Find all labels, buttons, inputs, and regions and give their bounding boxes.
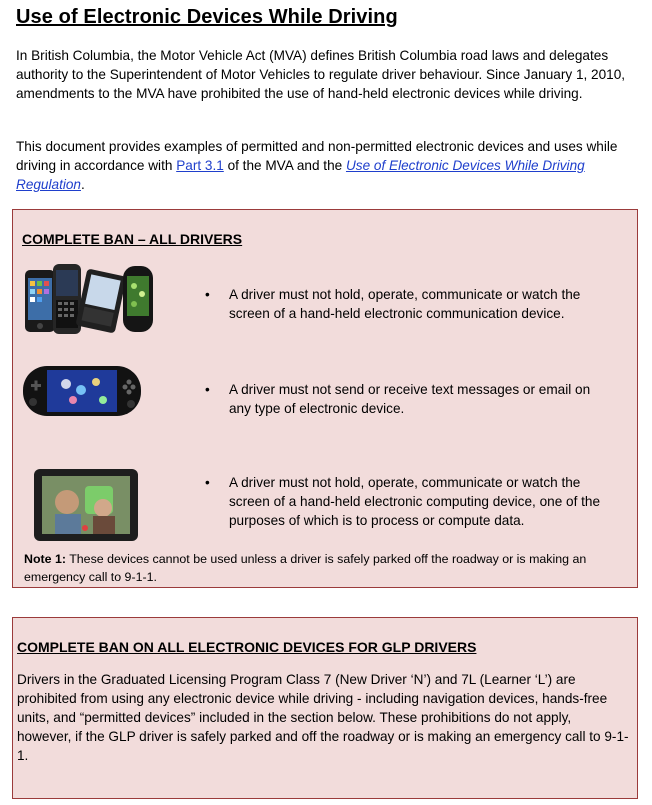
- note-1: [24, 550, 624, 586]
- bullet-icon: •: [205, 475, 210, 490]
- purpose-paragraph: [16, 137, 641, 194]
- list-item-text: A driver must not hold, operate, communicate or watch the screen of a hand-held electronic computing device, one of the purposes of which is to process or compute data.: [229, 475, 601, 528]
- complete-ban-box: [12, 209, 638, 588]
- list-item: [205, 380, 615, 418]
- list-item: [205, 473, 615, 530]
- list-item-text: A driver must not send or receive text messages or email on any type of electronic device.: [229, 382, 591, 416]
- smartphones-icon: [23, 262, 155, 340]
- handheld-game-console-icon: [21, 360, 143, 422]
- purpose-text-3: .: [81, 177, 85, 192]
- note-text: These devices cannot be used unless a driver is safely parked off the roadway or is making an emergency call to 9-1-1.: [24, 552, 587, 584]
- bullet-icon: •: [205, 382, 210, 397]
- bullet-icon: •: [205, 287, 210, 302]
- list-item-text: A driver must not hold, operate, communicate or watch the screen of a hand-held electronic communication device.: [229, 287, 581, 321]
- glp-ban-text: Drivers in the Graduated Licensing Program Class 7 (New Driver ‘N’) and 7L (Learner ‘L’) are prohibited from using any electronic device while driving - including navigation devices, hands-free units, and “permitted devices” included in the section below. These prohibitions do not apply, however, if the GLP driver is safely parked and off the roadway or is making an emergency call to 9-1-1.: [17, 672, 629, 763]
- glp-ban-box: [12, 617, 638, 799]
- purpose-text-1: This document provides examples of permitted and non-permitted electronic devices and uses while driving in accordance with: [16, 139, 618, 173]
- page-title: Use of Electronic Devices While Driving: [16, 6, 398, 28]
- tablet-icon: [33, 468, 139, 542]
- glp-ban-heading: COMPLETE BAN ON ALL ELECTRONIC DEVICES FOR GLP DRIVERS: [17, 639, 477, 655]
- intro-paragraph: In British Columbia, the Motor Vehicle Act (MVA) defines British Columbia road laws and delegates authority to the Superintendent of Motor Vehicles to regulate driver behaviour. Since January 1, 2010, amendments to the MVA have prohibited the use of hand-held electronic devices while driving.: [16, 48, 626, 101]
- regulation-link[interactable]: Use of Electronic Devices While Driving Regulation: [16, 158, 585, 192]
- purpose-text-2: of the MVA and the: [223, 158, 346, 173]
- list-item: [205, 285, 615, 323]
- complete-ban-heading: COMPLETE BAN – ALL DRIVERS: [22, 231, 243, 247]
- part-3-1-link[interactable]: Part 3.1: [176, 158, 224, 173]
- note-label: Note 1:: [24, 552, 66, 566]
